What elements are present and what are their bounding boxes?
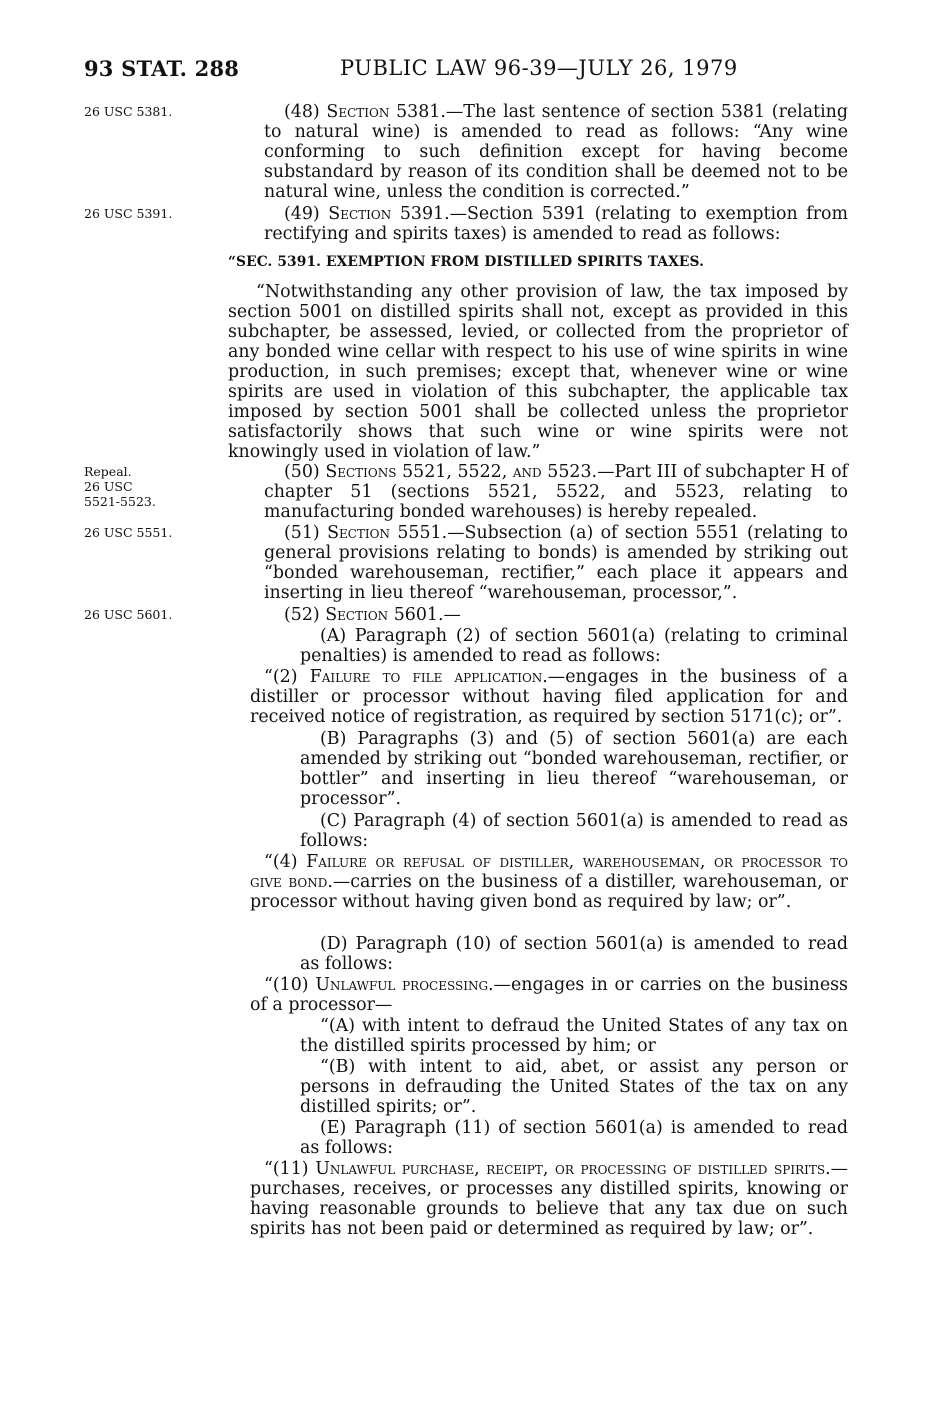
subparagraph-c: (C) Paragraph (4) of section 5601(a) is amended to read as follows:	[300, 811, 848, 851]
paragraph-52	[264, 605, 848, 625]
para-number: (49)	[284, 204, 329, 224]
margin-note-repeal	[84, 464, 234, 509]
stat-page-number: 93 STAT. 288	[84, 56, 240, 81]
quote-number: “(11)	[264, 1159, 316, 1179]
margin-note-repeal-line: 5521-5523.	[84, 494, 156, 509]
subparagraph-e: (E) Paragraph (11) of section 5601(a) is amended to read as follows:	[300, 1118, 848, 1158]
quoted-paragraph-10	[250, 975, 848, 1015]
margin-note-5551: 26 USC 5551.	[84, 525, 173, 540]
quoted-clause-a: “(A) with intent to defraud the United States of any tax on the distilled spirits processed by him; or	[300, 1016, 848, 1056]
quote-text: .—purchases, receives, or processes any distilled spirits, knowing or having reasonable grounds to believe that any tax due on such spirits has not been paid or determined as required by law; or”.	[250, 1159, 848, 1239]
quote-text: .—engages in the business of a distiller or processor without having filed application for and received notice of registration, as required by section 5171(c); or”.	[250, 667, 848, 727]
quote-number: “(2)	[264, 667, 310, 687]
quote-caption: Unlawful purchase, receipt, or processing of distilled spirits	[315, 1159, 826, 1179]
subparagraph-b: (B) Paragraphs (3) and (5) of section 5601(a) are each amended by striking out “bonded warehouseman, rectifier, or bottler” and inserting in lieu thereof “warehouseman, or processor”.	[300, 729, 848, 809]
quoted-clause-b: “(B) with intent to aid, abet, or assist any person or persons in defrauding the United States of the tax on any distilled spirits; or”.	[300, 1057, 848, 1117]
paragraph-49	[264, 204, 848, 244]
quote-text: .—engages in or carries on the business of a processor—	[250, 975, 848, 1015]
quote-number: “(10)	[264, 975, 316, 995]
paragraph-48	[264, 102, 848, 202]
para-text: .—	[437, 605, 461, 625]
section-caption: Sections 5521, 5522, and 5523	[325, 462, 592, 482]
quoted-paragraph-4	[250, 852, 848, 912]
subparagraph-d: (D) Paragraph (10) of section 5601(a) is amended to read as follows:	[300, 934, 848, 974]
section-caption: Section 5391	[328, 204, 445, 224]
para-number: (48)	[284, 102, 327, 122]
para-number: (52)	[284, 605, 326, 625]
quoted-paragraph-2	[250, 667, 848, 727]
subparagraph-a: (A) Paragraph (2) of section 5601(a) (relating to criminal penalties) is amended to read as follows:	[300, 626, 848, 666]
para-text: .—Section 5391 (relating to exemption from rectifying and spirits taxes) is amended to read as follows:	[264, 204, 848, 244]
section-5391-heading: “SEC. 5391. EXEMPTION FROM DISTILLED SPIRITS TAXES.	[228, 254, 705, 270]
paragraph-50	[264, 462, 848, 522]
section-caption: Section 5381	[326, 102, 441, 122]
para-text: .—The last sentence of section 5381 (relating to natural wine) is amended to read as follows: “Any wine conforming to such definition except for having become substandard by reason of its condition shall be deemed not to be natural wine, unless the condition is corrected.”	[264, 102, 848, 202]
margin-note-repeal-line: 26 USC	[84, 479, 133, 494]
section-caption: Section 5601	[325, 605, 438, 625]
quote-caption: Failure to file application	[309, 667, 543, 687]
para-number: (51)	[284, 523, 328, 543]
margin-note-5601: 26 USC 5601.	[84, 607, 173, 622]
margin-note-5381: 26 USC 5381.	[84, 104, 173, 119]
para-text: .—Subsection (a) of section 5551 (relating to general provisions relating to bonds) is amended by striking out “bonded warehouseman, rectifier,” each place it appears and inserting in lieu thereof “warehouseman, processor,”.	[264, 523, 848, 603]
quote-number: “(4)	[264, 852, 307, 872]
quote-caption: Unlawful processing	[315, 975, 489, 995]
section-caption: Section 5551	[327, 523, 442, 543]
paragraph-51	[264, 523, 848, 603]
public-law-heading: PUBLIC LAW 96-39—JULY 26, 1979	[340, 56, 738, 80]
section-5391-text: “Notwithstanding any other provision of law, the tax imposed by section 5001 on distilled spirits shall not, except as provided in this subchapter, be assessed, levied, or collected from the proprietor of any bonded wine cellar with respect to his use of wine spirits in wine production, in such premises; except that, whenever wine or wine spirits are used in violation of this subchapter, the applicable tax imposed by section 5001 shall be collected unless the proprietor satisfactorily shows that such wine or wine spirits were not knowingly used in violation of law.”	[228, 282, 848, 462]
quoted-paragraph-11	[250, 1159, 848, 1239]
para-text: .—Part III of subchapter H of chapter 51 (sections 5521, 5522, and 5523, relating to manufacturing bonded warehouses) is hereby repealed.	[264, 462, 848, 522]
margin-note-5391: 26 USC 5391.	[84, 206, 173, 221]
quote-caption: Failure or refusal of distiller, warehouseman, or processor to give bond	[250, 852, 848, 892]
margin-note-repeal-line: Repeal.	[84, 464, 132, 479]
para-number: (50)	[284, 462, 326, 482]
quote-text: .—carries on the business of a distiller, warehouseman, or processor without having given bond as required by law; or”.	[250, 872, 849, 912]
